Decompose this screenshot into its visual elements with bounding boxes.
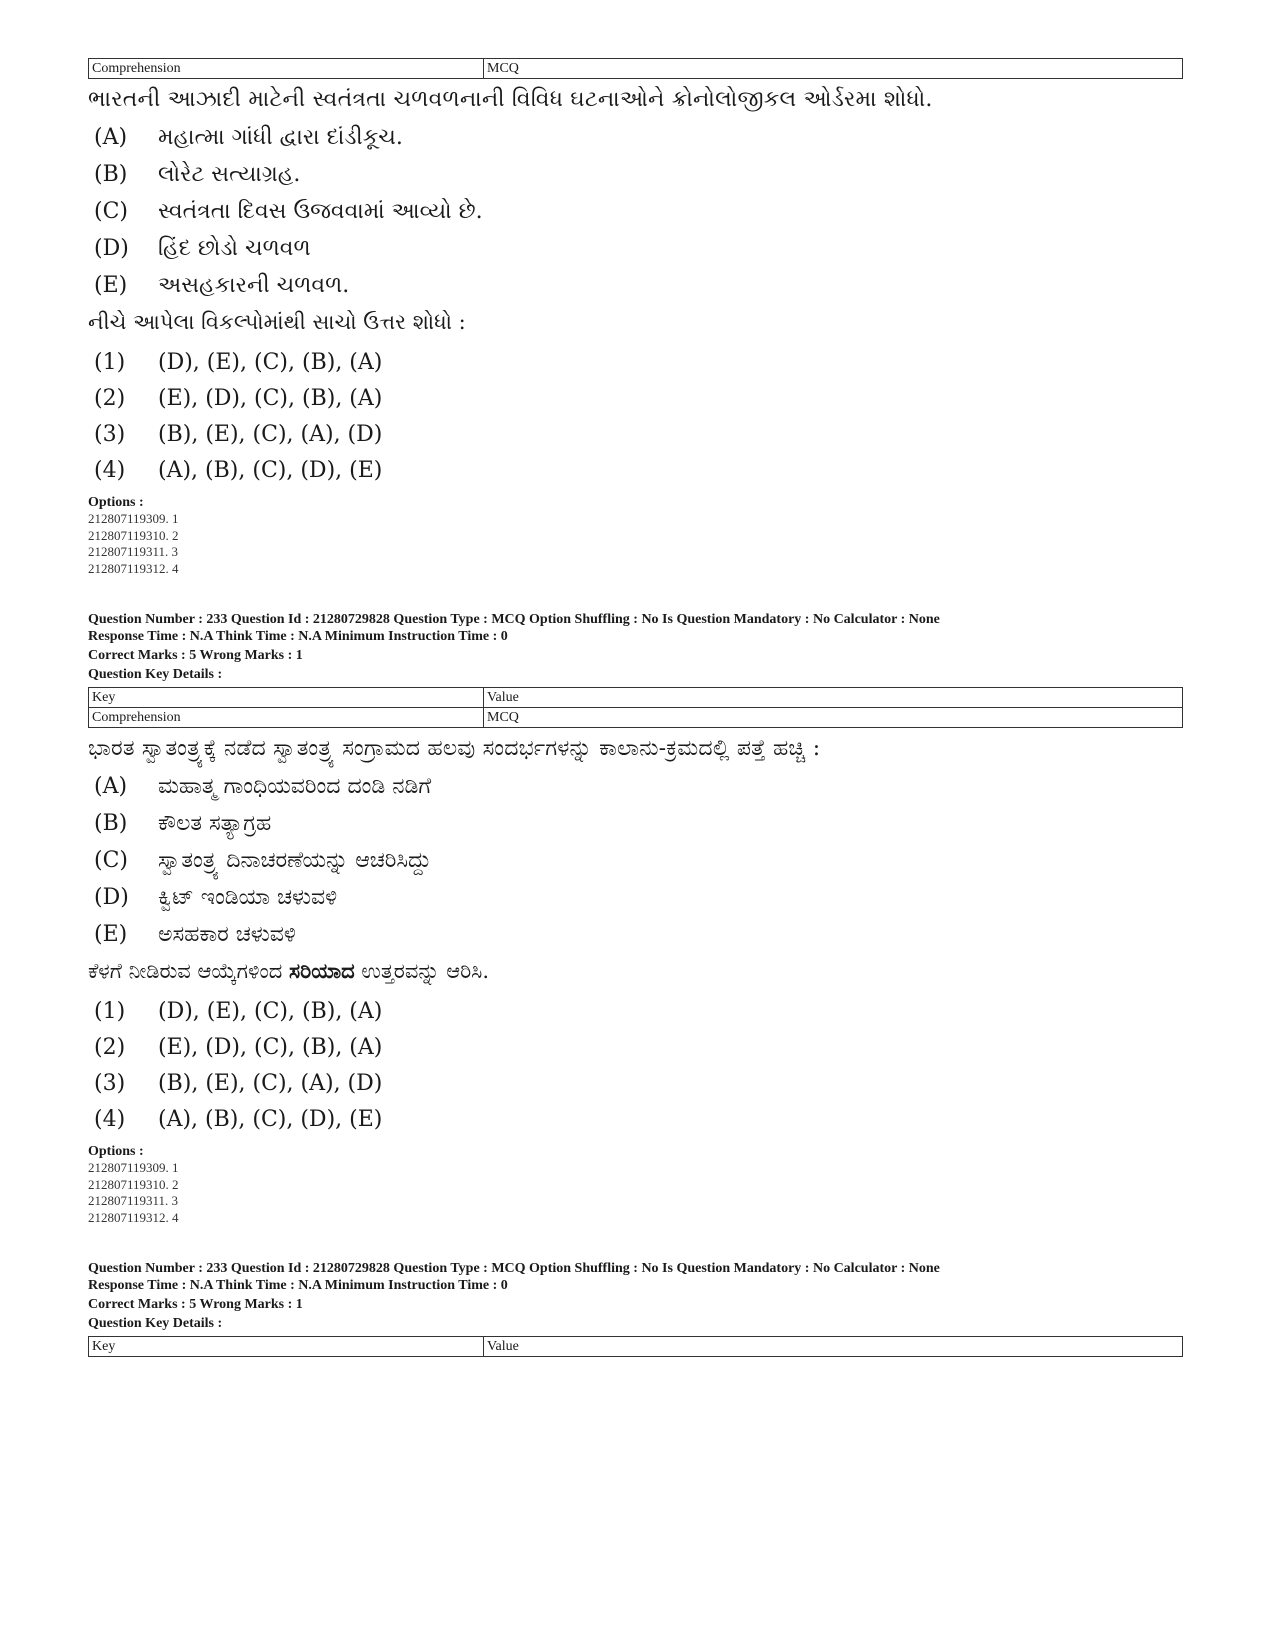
answer-label: (2) xyxy=(94,385,126,411)
instruction-text: નીચે આપેલા વિકલ્પોમાંથી સાચો ઉત્તર શોધો : xyxy=(88,310,466,334)
item-label: (C) xyxy=(94,848,128,873)
item-text: ಕೌಲತ ಸತ್ಯಾಗ್ರಹ xyxy=(158,811,272,836)
item-label: (B) xyxy=(94,162,128,187)
question-marks: Correct Marks : 5 Wrong Marks : 1 xyxy=(88,1297,303,1312)
question-block-gujarati xyxy=(88,58,1183,577)
table-row xyxy=(89,1337,1183,1357)
item-text: ಅಸಹಕಾರ ಚಳುವಳಿ xyxy=(158,922,296,947)
question-block-next xyxy=(88,1260,1183,1357)
answer-label: (4) xyxy=(94,457,126,483)
item-label: (E) xyxy=(94,273,128,298)
list-item xyxy=(88,768,1183,805)
answer-list xyxy=(88,993,1183,1137)
question-meta: Question Number : 233 Question Id : 21280729828 Question Type : MCQ Option Shuffling : No Is Question Mandatory : No Calculator : None xyxy=(88,612,940,627)
item-label: (C) xyxy=(94,199,128,224)
table-header-value: Value xyxy=(484,688,1183,708)
table-row xyxy=(89,688,1183,708)
answer-text: (E), (D), (C), (B), (A) xyxy=(158,385,383,411)
item-text: ಕ್ವಿಟ್ ಇಂಡಿಯಾ ಚಳುವಳಿ xyxy=(158,885,338,910)
answer-choice xyxy=(88,416,1183,452)
answer-choice xyxy=(88,452,1183,488)
item-label: (E) xyxy=(94,922,128,947)
table-cell-key: Comprehension xyxy=(89,708,484,728)
list-item xyxy=(88,230,1183,267)
answer-choice xyxy=(88,1029,1183,1065)
key-details-heading: Question Key Details : xyxy=(88,1316,223,1331)
exam-page xyxy=(88,58,1183,1357)
instruction-emphasis: ಸರಿಯಾದ xyxy=(289,958,355,983)
instruction-text xyxy=(88,955,1183,987)
answer-text: (B), (E), (C), (A), (D) xyxy=(158,421,383,447)
options-heading: Options : xyxy=(88,495,144,510)
instruction-pre: ಕೆಳಗೆ ನೀಡಿರುವ ಆಯ್ಕೆಗಳಿಂದ xyxy=(88,959,283,983)
item-text: ಮಹಾತ್ಮ ಗಾಂಧಿಯವರಿಂದ ದಂಡಿ ನಡಿಗೆ xyxy=(158,774,432,799)
item-label: (D) xyxy=(94,885,129,910)
question-marks: Correct Marks : 5 Wrong Marks : 1 xyxy=(88,648,303,663)
question-block-kannada xyxy=(88,611,1183,1226)
options-heading: Options : xyxy=(88,1144,144,1159)
table-cell-value: MCQ xyxy=(484,708,1183,728)
option-id: 212807119310. 2 xyxy=(88,527,179,543)
statement-list xyxy=(88,119,1183,304)
question-timing: Response Time : N.A Think Time : N.A Minimum Instruction Time : 0 xyxy=(88,1278,508,1293)
item-text: લોરેટ સત્યાગ્રહ. xyxy=(158,162,301,187)
answer-choice xyxy=(88,344,1183,380)
answer-text: (A), (B), (C), (D), (E) xyxy=(158,1106,383,1132)
answer-text: (D), (E), (C), (B), (A) xyxy=(158,349,383,375)
answer-label: (4) xyxy=(94,1106,126,1132)
option-id: 212807119311. 3 xyxy=(88,1193,179,1208)
item-label: (A) xyxy=(94,774,128,799)
item-text: મહાત્મા ગાંધી દ્વારા દાંડીકૂચ. xyxy=(158,125,403,150)
item-text: હિંદ છોડો ચળવળ xyxy=(158,236,311,261)
key-value-table xyxy=(88,58,1183,79)
question-text: ಭಾರತ ಸ್ವಾತಂತ್ರ್ಯಕ್ಕೆ ನಡೆದ ಸ್ವಾತಂತ್ರ್ಯ ಸಂಗ್ರಾಮದ ಹಲವು ಸಂದರ್ಭಗಳನ್ನು ಕಾಲಾನು-ಕ್ರಮದಲ್ಲಿ ಪತ್ತೆ ಹಚ್ಚಿ : xyxy=(88,736,821,761)
item-text: ಸ್ವಾತಂತ್ರ್ಯ ದಿನಾಚರಣೆಯನ್ನು ಆಚರಿಸಿದ್ದು xyxy=(158,848,432,873)
list-item xyxy=(88,916,1183,953)
key-value-table xyxy=(88,687,1183,728)
option-id: 212807119311. 3 xyxy=(88,544,179,559)
list-item xyxy=(88,879,1183,916)
statement-list xyxy=(88,768,1183,953)
list-item xyxy=(88,805,1183,842)
list-item xyxy=(88,842,1183,879)
list-item xyxy=(88,267,1183,304)
answer-label: (1) xyxy=(94,349,126,375)
answer-choice xyxy=(88,1065,1183,1101)
answer-choice xyxy=(88,1101,1183,1137)
option-id: 212807119312. 4 xyxy=(88,1209,179,1225)
table-header-value: Value xyxy=(484,1337,1183,1357)
option-id: 212807119312. 4 xyxy=(88,560,179,576)
answer-choice xyxy=(88,380,1183,416)
answer-choice xyxy=(88,993,1183,1029)
answer-label: (1) xyxy=(94,998,126,1024)
answer-list xyxy=(88,344,1183,488)
answer-label: (3) xyxy=(94,421,126,447)
table-cell-value: MCQ xyxy=(484,59,1183,79)
table-header-key: Key xyxy=(89,688,484,708)
list-item xyxy=(88,193,1183,230)
question-text: ભારતની આઝાદી માટેની સ્વતંત્રતા ચળવળનાની વિવિધ ઘટનાઓને ક્રોનોલોજીકલ ઓર્ડરમા શોધો. xyxy=(88,87,933,112)
answer-label: (3) xyxy=(94,1070,126,1096)
answer-text: (D), (E), (C), (B), (A) xyxy=(158,998,383,1024)
option-id: 212807119309. 1 xyxy=(88,1160,179,1175)
item-text: અસહકારની ચળવળ. xyxy=(158,273,350,298)
answer-text: (E), (D), (C), (B), (A) xyxy=(158,1034,383,1060)
key-value-table xyxy=(88,1336,1183,1357)
item-label: (D) xyxy=(94,236,129,261)
table-row xyxy=(89,59,1183,79)
answer-text: (A), (B), (C), (D), (E) xyxy=(158,457,383,483)
item-label: (B) xyxy=(94,811,128,836)
option-id: 212807119310. 2 xyxy=(88,1176,179,1192)
answer-label: (2) xyxy=(94,1034,126,1060)
key-details-heading: Question Key Details : xyxy=(88,667,223,682)
answer-text: (B), (E), (C), (A), (D) xyxy=(158,1070,383,1096)
table-cell-key: Comprehension xyxy=(89,59,484,79)
table-header-key: Key xyxy=(89,1337,484,1357)
item-label: (A) xyxy=(94,125,128,150)
option-id: 212807119309. 1 xyxy=(88,511,179,526)
question-meta: Question Number : 233 Question Id : 21280729828 Question Type : MCQ Option Shuffling : No Is Question Mandatory : No Calculator : None xyxy=(88,1261,940,1276)
list-item xyxy=(88,156,1183,193)
table-row xyxy=(89,708,1183,728)
instruction-post: ಉತ್ತರವನ್ನು ಆರಿಸಿ. xyxy=(361,959,490,983)
list-item xyxy=(88,119,1183,156)
question-timing: Response Time : N.A Think Time : N.A Minimum Instruction Time : 0 xyxy=(88,629,508,644)
item-text: સ્વતંત્રતા દિવસ ઉજવવામાં આવ્યો છે. xyxy=(158,199,483,224)
